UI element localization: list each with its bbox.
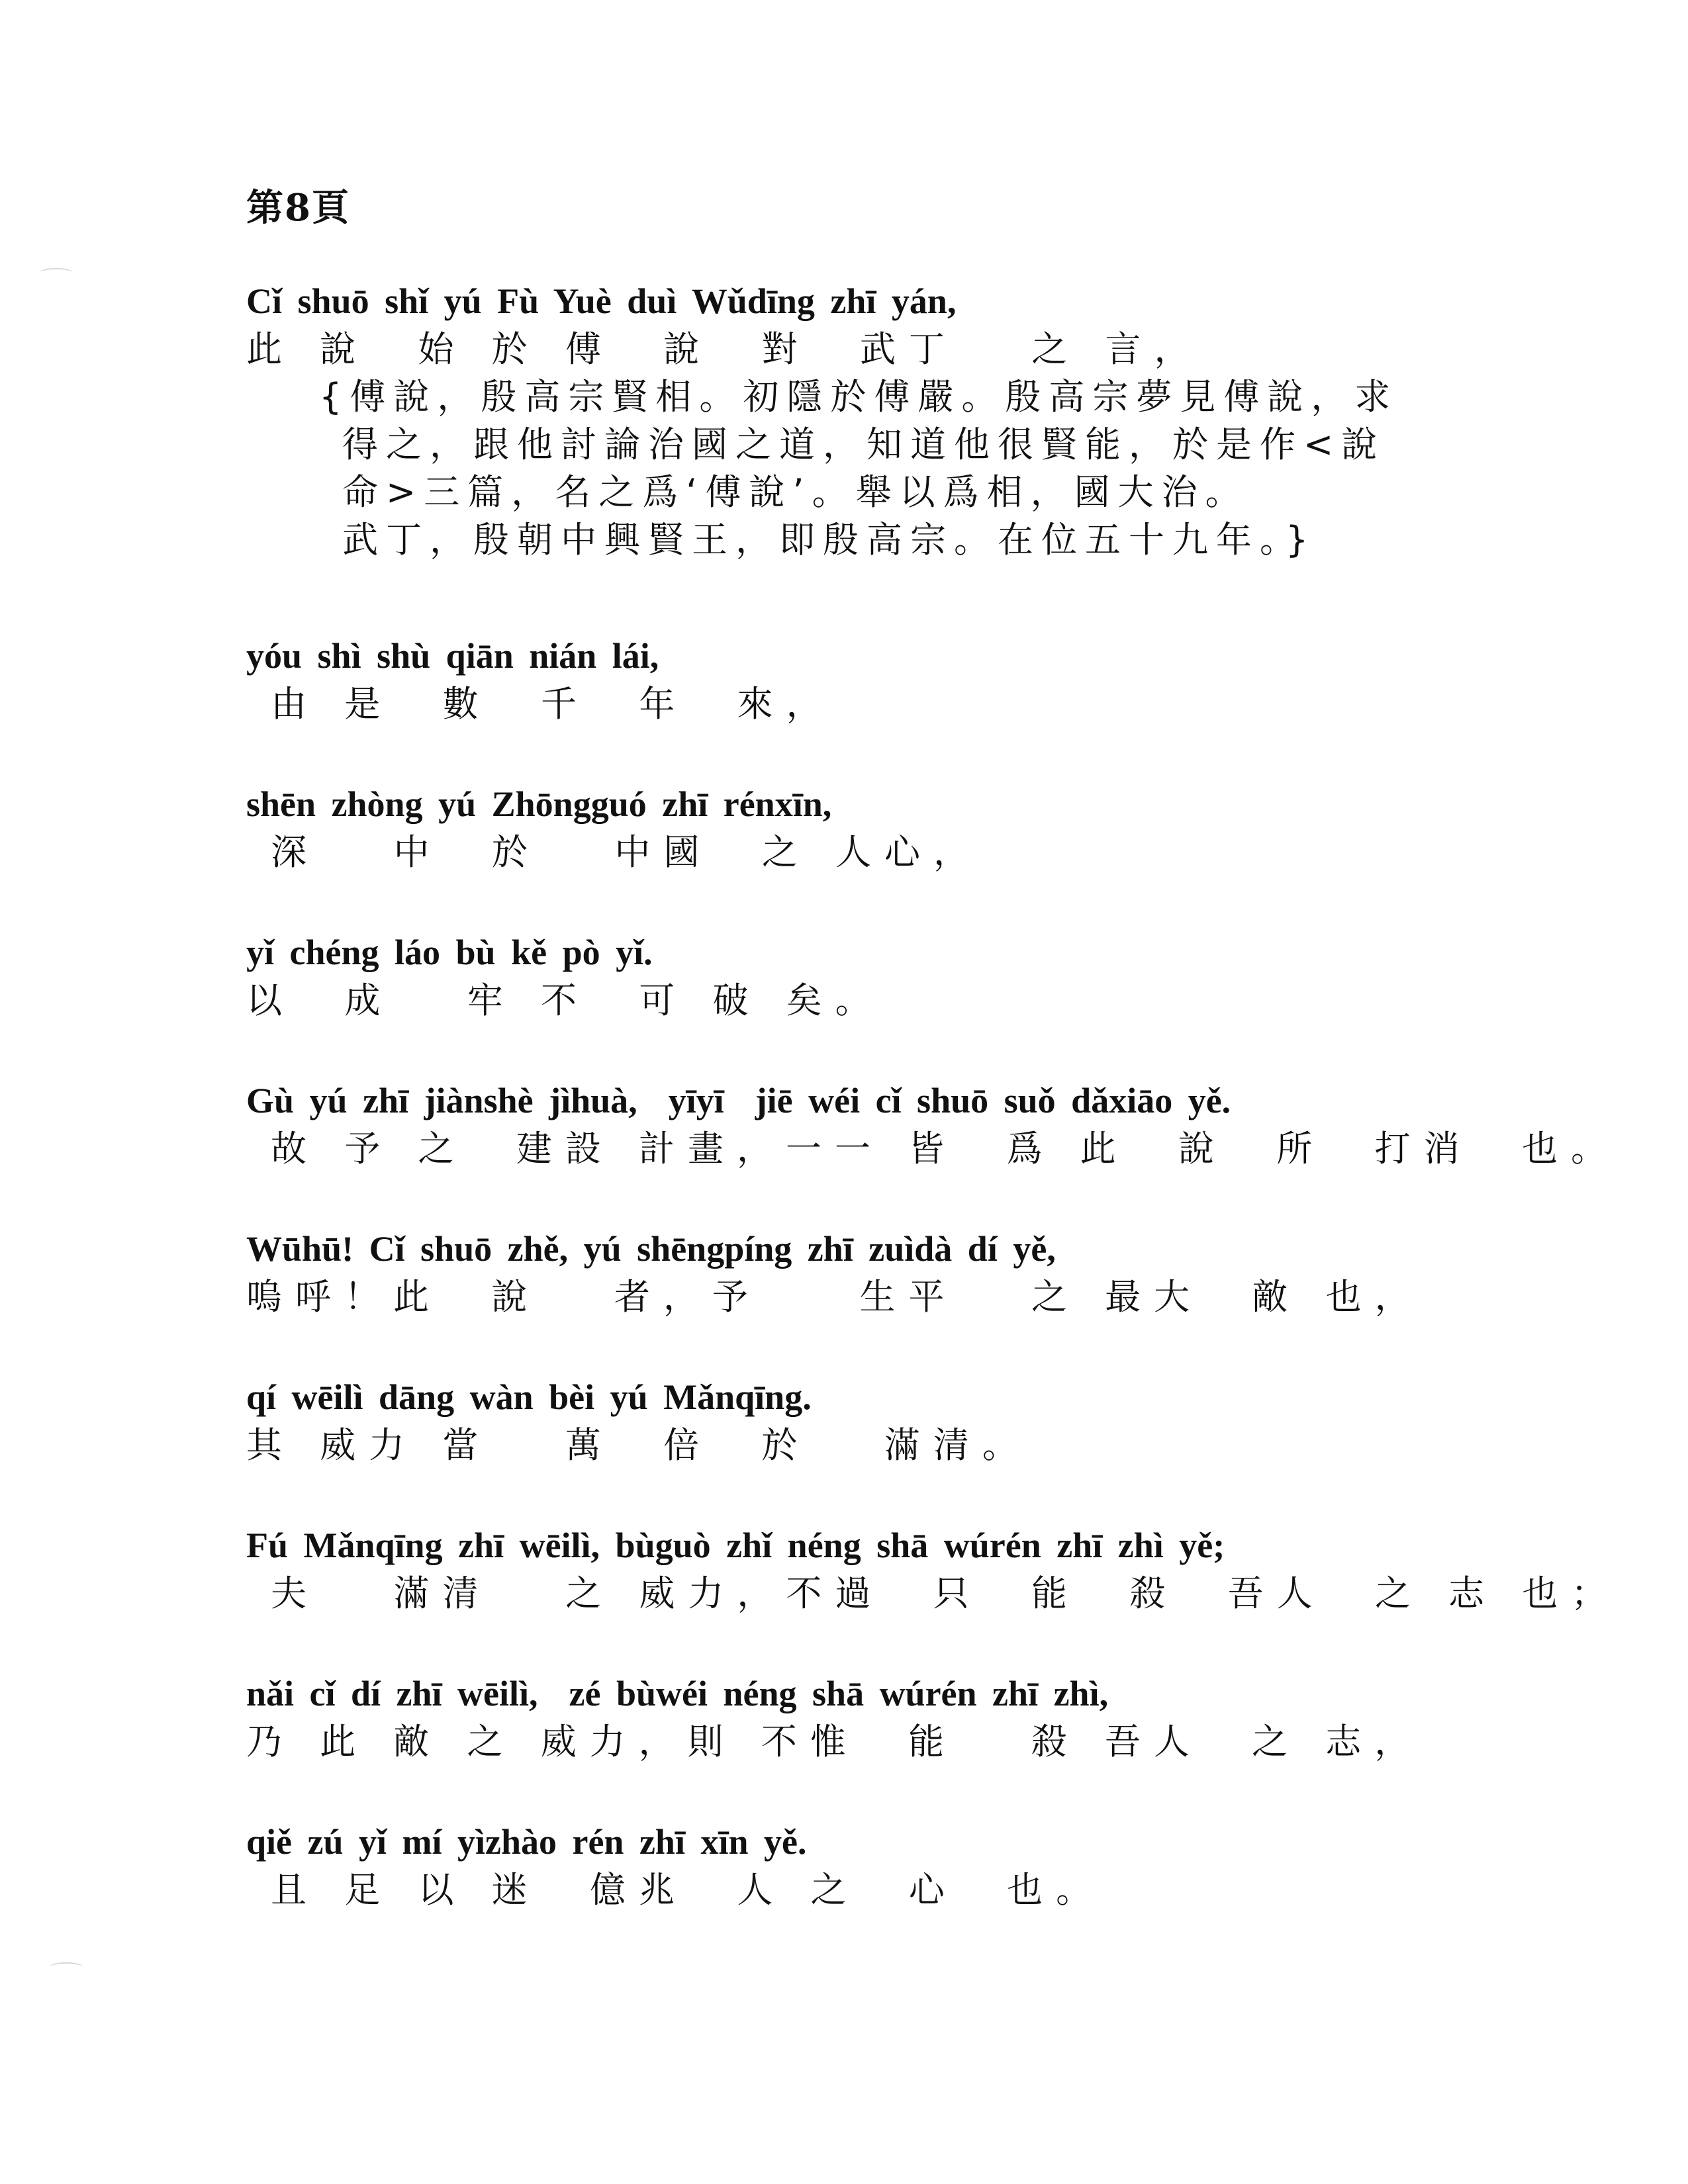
passage-line-7	[246, 1361, 1504, 1469]
passage-line-8	[246, 1509, 1620, 1617]
pinyin-line: Wūhū! Cǐ shuō zhě, yú shēngpíng zhī zuìdà dí yě,	[246, 1229, 1056, 1269]
passage-line-2	[246, 619, 1504, 728]
pinyin-line: Gù yú zhī jiànshè jìhuà, yīyī jiē wéi cǐ shuō suǒ dǎxiāo yě.	[246, 1081, 1231, 1120]
pinyin-line: yóu shì shù qiān nián lái,	[246, 636, 659, 676]
pinyin-line: Fú Mǎnqīng zhī wēilì, bùguò zhǐ néng shā wúrén zhī zhì yě;	[246, 1525, 1225, 1565]
hanzi-line: 且 足 以 迷 億兆 人 之 心 也。	[246, 1869, 1105, 1911]
scan-mark-bottom	[50, 1962, 83, 1972]
annotation-line: 命>三篇，名之爲‘傅說’。舉以爲相，國大治。	[342, 471, 1249, 513]
hanzi-line: 以 成 牢 不 可 破 矣。	[246, 979, 884, 1021]
hanzi-line: 深 中 於 中國 之 人心，	[246, 831, 982, 873]
hanzi-line: 其 威力 當 萬 倍 於 滿清。	[246, 1424, 1031, 1466]
passage-line-3	[246, 768, 1504, 876]
pinyin-line: qiě zú yǐ mí yìzhào rén zhī xīn yě.	[246, 1822, 807, 1862]
pinyin-line: yǐ chéng láo bù kě pò yǐ.	[246, 933, 653, 972]
pinyin-line: Cǐ shuō shǐ yú Fù Yuè duì Wǔdīng zhī yán,	[246, 281, 957, 321]
hanzi-line: 夫 滿清 之 威力，不過 只 能 殺 吾人 之 志 也；	[246, 1572, 1620, 1614]
hanzi-line: 故 予 之 建設 計畫，一一 皆 爲 此 說 所 打消 也。	[246, 1128, 1620, 1169]
pinyin-line: nǎi cǐ dí zhī wēilì, zé bùwéi néng shā wúrén zhī zhì,	[246, 1674, 1109, 1713]
annotation-line: 武丁，殷朝中興賢王，即殷高宗。在位五十九年。}	[342, 519, 1317, 561]
pinyin-line: shēn zhòng yú Zhōngguó zhī rénxīn,	[246, 784, 832, 824]
scan-mark-top	[40, 268, 73, 277]
annotation-line: {傅說，殷高宗賢相。初隱於傅嚴。殷高宗夢見傅說，求	[319, 376, 1399, 418]
passage	[246, 265, 1620, 1954]
hanzi-line: 嗚呼！此 說 者，予 生平 之 最大 敵 也，	[246, 1276, 1424, 1318]
annotation-line: 得之，跟他討論治國之道，知道他很賢能，於是作<說	[342, 424, 1385, 465]
passage-line-6	[246, 1212, 1504, 1321]
passage-line-9	[246, 1657, 1504, 1766]
pinyin-line: qí wēilì dāng wàn bèi yú Mǎnqīng.	[246, 1377, 812, 1417]
hanzi-line: 此 說 始 於 傅 說 對 武丁 之 言，	[246, 328, 1203, 370]
page-number-heading: 第8頁	[246, 186, 350, 230]
passage-line-4	[246, 916, 1504, 1024]
hanzi-line: 乃 此 敵 之 威力，則 不惟 能 殺 吾人 之 志，	[246, 1721, 1424, 1762]
passage-line-1	[246, 265, 1504, 564]
hanzi-line: 由 是 數 千 年 來，	[246, 683, 835, 725]
passage-line-10	[246, 1805, 1504, 1914]
passage-line-5	[246, 1064, 1620, 1173]
